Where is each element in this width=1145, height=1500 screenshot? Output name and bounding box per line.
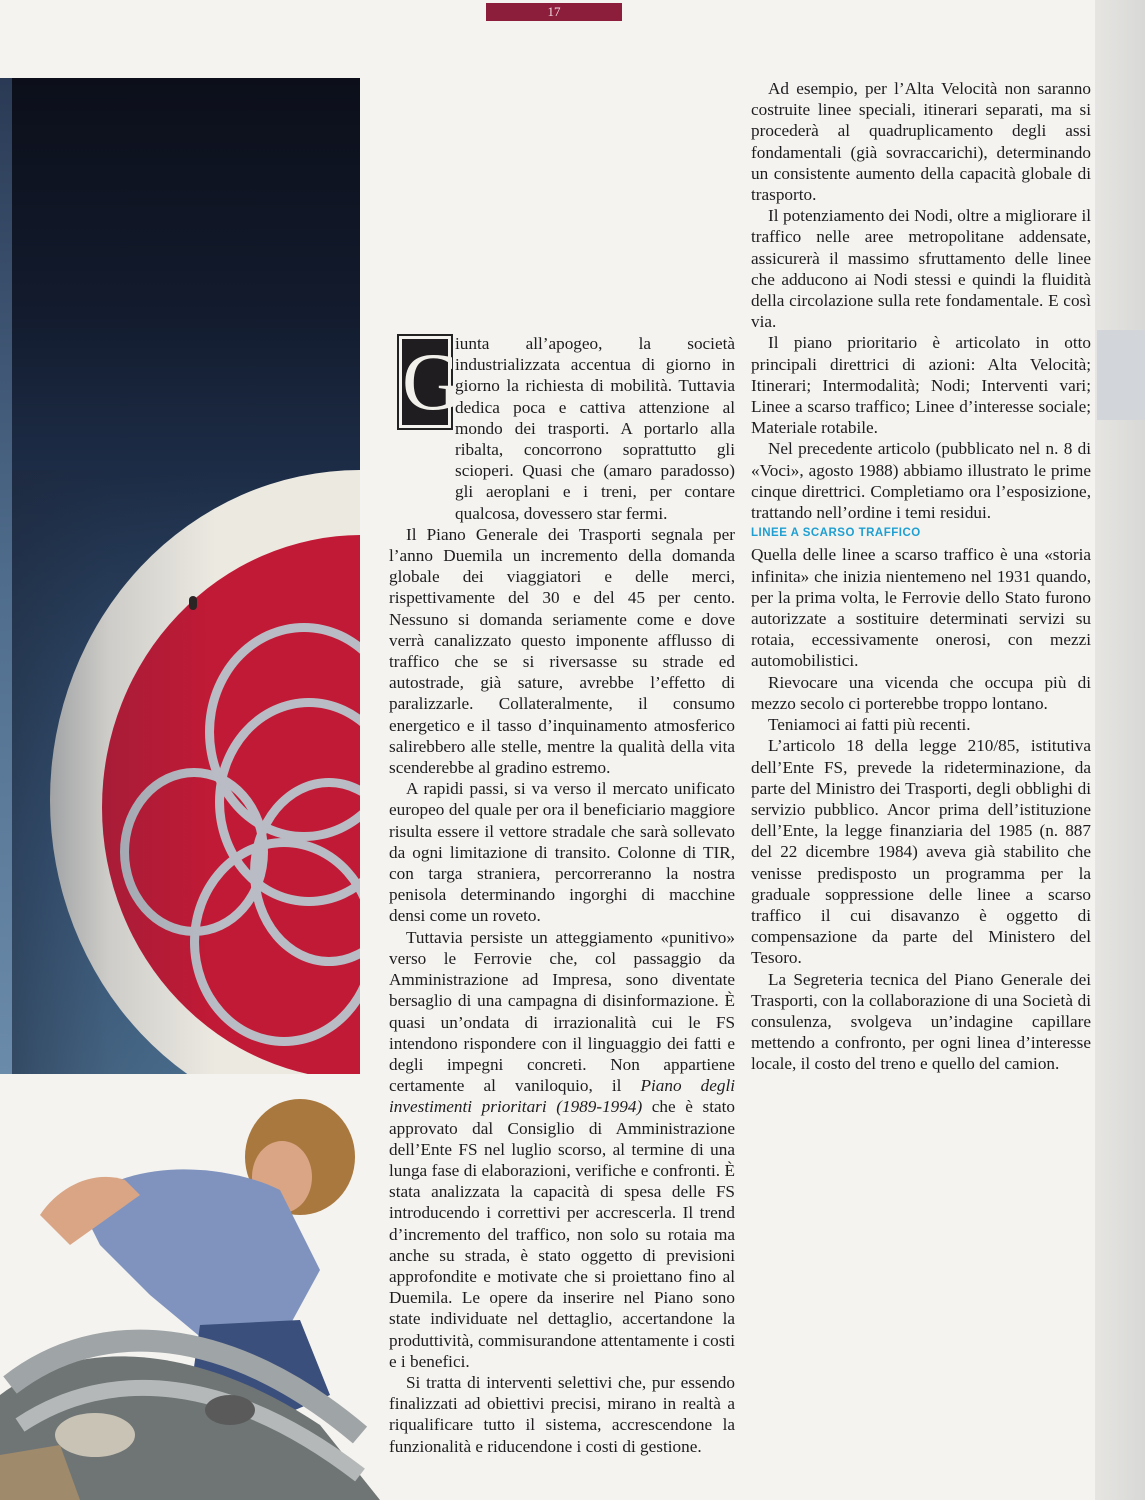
paragraph-text: che è stato approvato dal Consiglio di Amministrazione dell’Ente FS nel luglio scorso, al termine di una lunga fase di elaborazioni, verifiche e confronti. È stata analizzata la capacità di spesa delle FS introducendo i correttivi per accrescerla. Il trend d’incremento del traffico, non solo su rotaia ma anche su strada, è stato oggetto di previsioni approfondite e motivate che si proiettano fino al Duemila. Le opere da inserire nel Piano sono state individuate nel dettaglio, accertandone la produttività, commisurandone attentamente i costi e i benefici.	[389, 1097, 735, 1371]
insulators	[55, 1413, 135, 1457]
worker-illustration	[0, 1095, 380, 1500]
gutter-shadow	[1097, 330, 1145, 420]
paragraph: Rievocare una vicenda che occupa più di mezzo secolo ci porterebbe troppo lontano.	[751, 672, 1091, 713]
drop-cap-letter: G	[402, 336, 462, 427]
paragraph: A rapidi passi, si va verso il mercato unificato europeo del quale per ora il beneficiario maggiore risulta essere il vettore stradale che sarà sollevato da ogni limitazione di transito. Colonne di TIR, con targa straniera, percorreranno la nostra penisola determinando ingorghi di macchine densi come un roveto.	[389, 779, 735, 926]
article-column-2	[751, 78, 1091, 1075]
paragraph-text: iunta all’apogeo, la società industrializzata accentua di giorno in giorno la richiesta di mobilità. Tuttavia dedica poca e cattiva attenzione al mondo dei trasporti. A portarlo alla ribalta, concorrono soprattutto gli scioperi. Quasi che (amaro paradosso) gli aeroplani e i treni, per contare qualcosa, dovessero star fermi.	[455, 334, 735, 523]
paragraph	[389, 927, 735, 1372]
page-number: 17	[486, 3, 622, 21]
photo-shadow	[0, 470, 360, 1074]
paragraph: Quella delle linee a scarso traffico è una «storia infinita» che inizia nientemeno nel 1931 quando, per la prima volta, le Ferrovie dello Stato furono autorizzate a sostituire determinati servizi su rotaia, eccessivamente onerosi, con mezzi automobilistici.	[751, 545, 1091, 671]
paragraph-text: Tuttavia persiste un atteggiamento «punitivo» verso le Ferrovie che, col passaggio da Amministrazione ad Impresa, sono diventate bersaglio di una campagna di disinformazione. È quasi un’ondata di irrazionalità cui le FS intendono rispondere con il linguaggio dei fatti e degli impegni concreti. Non appartiene certamente al vaniloquio, il	[389, 927, 735, 1096]
plan-title: Piano degli investimenti prioritari (1989-1994)	[389, 1076, 736, 1117]
paragraph: Il Piano Generale dei Trasporti segnala per l’anno Duemila un incremento della domanda globale dei viaggiatori e delle merci, rispettivamente del 30 e del 45 per cento. Nessuno si domanda seriamente come e dove verrà canalizzato questo imponente afflusso di traffico che se si riversasse su strade ed autostrade, già sature, avrebbe l’effetto di paralizzarle. Collateralmente, il consumo energetico e il tasso d’inquinamento atmosferico salirebbero alle stelle, mentre la qualità della vita scenderebbe al gradino estremo.	[389, 524, 735, 778]
page-gutter	[1095, 0, 1145, 1500]
paragraph: La Segreteria tecnica del Piano Generale dei Trasporti, con la collaborazione di una Società di consulenza, svolgeva un’indagine capillare mettendo a confronto, per ogni linea d’interesse locale, il costo del treno e quello del camion.	[751, 969, 1091, 1074]
paragraph: L’articolo 18 della legge 210/85, istitutiva dell’Ente FS, prevede la rideterminazione, da parte del Ministro dei Trasporti, degli obblighi di servizio pubblico. Ancor prima dell’istituzione dell’Ente, la legge finanziaria del 1985 (n. 887 del 22 dicembre 1984) aveva già stabilito che venisse predisposto un programma per la graduale soppressione delle linee a scarso traffico il cui disavanzo è oggetto di compensazione da parte del Ministero del Tesoro.	[751, 736, 1091, 968]
wheel-photo	[0, 78, 360, 1074]
photo-edge	[0, 78, 12, 1074]
paragraph	[389, 333, 735, 524]
paragraph: Nel precedente articolo (pubblicato nel n. 8 di «Voci», agosto 1988) abbiamo illustrato le prime cinque direttrici. Completiamo ora l’esposizione, trattando nell’ordine i temi residui.	[751, 439, 1091, 523]
section-heading: LINEE A SCARSO TRAFFICO	[751, 527, 921, 540]
paragraph: Il potenziamento dei Nodi, oltre a migliorare il traffico nelle aree metropolitane addensate, assicurerà il massimo sfruttamento delle linee che adducono ai Nodi stessi e quindi la fluidità della circolazione sulla rete fondamentale. E così via.	[751, 206, 1091, 332]
paragraph: Il piano prioritario è articolato in otto principali direttrici di azioni: Alta Velocità; Itinerari; Intermodalità; Nodi; Interventi vari; Linee a scarso traffico; Linee d’interesse sociale; Materiale rotabile.	[751, 333, 1091, 438]
paragraph: Si tratta di interventi selettivi che, pur essendo finalizzati ad obiettivi precisi, mirano in realtà a riqualificare tutto il sistema, accrescendone la funzionalità e riducendone i costi di gestione.	[389, 1372, 735, 1456]
article-column-1	[389, 333, 735, 1457]
paragraph: Ad esempio, per l’Alta Velocità non saranno costruite linee speciali, itinerari separati, ma si procederà al quadruplicamento degli assi fondamentali (già sovraccarichi), determinando un consistente aumento della capacità globale di trasporto.	[751, 79, 1091, 205]
tool	[205, 1395, 255, 1425]
worker-photo	[0, 1095, 380, 1500]
paragraph: Teniamoci ai fatti più recenti.	[768, 715, 971, 735]
